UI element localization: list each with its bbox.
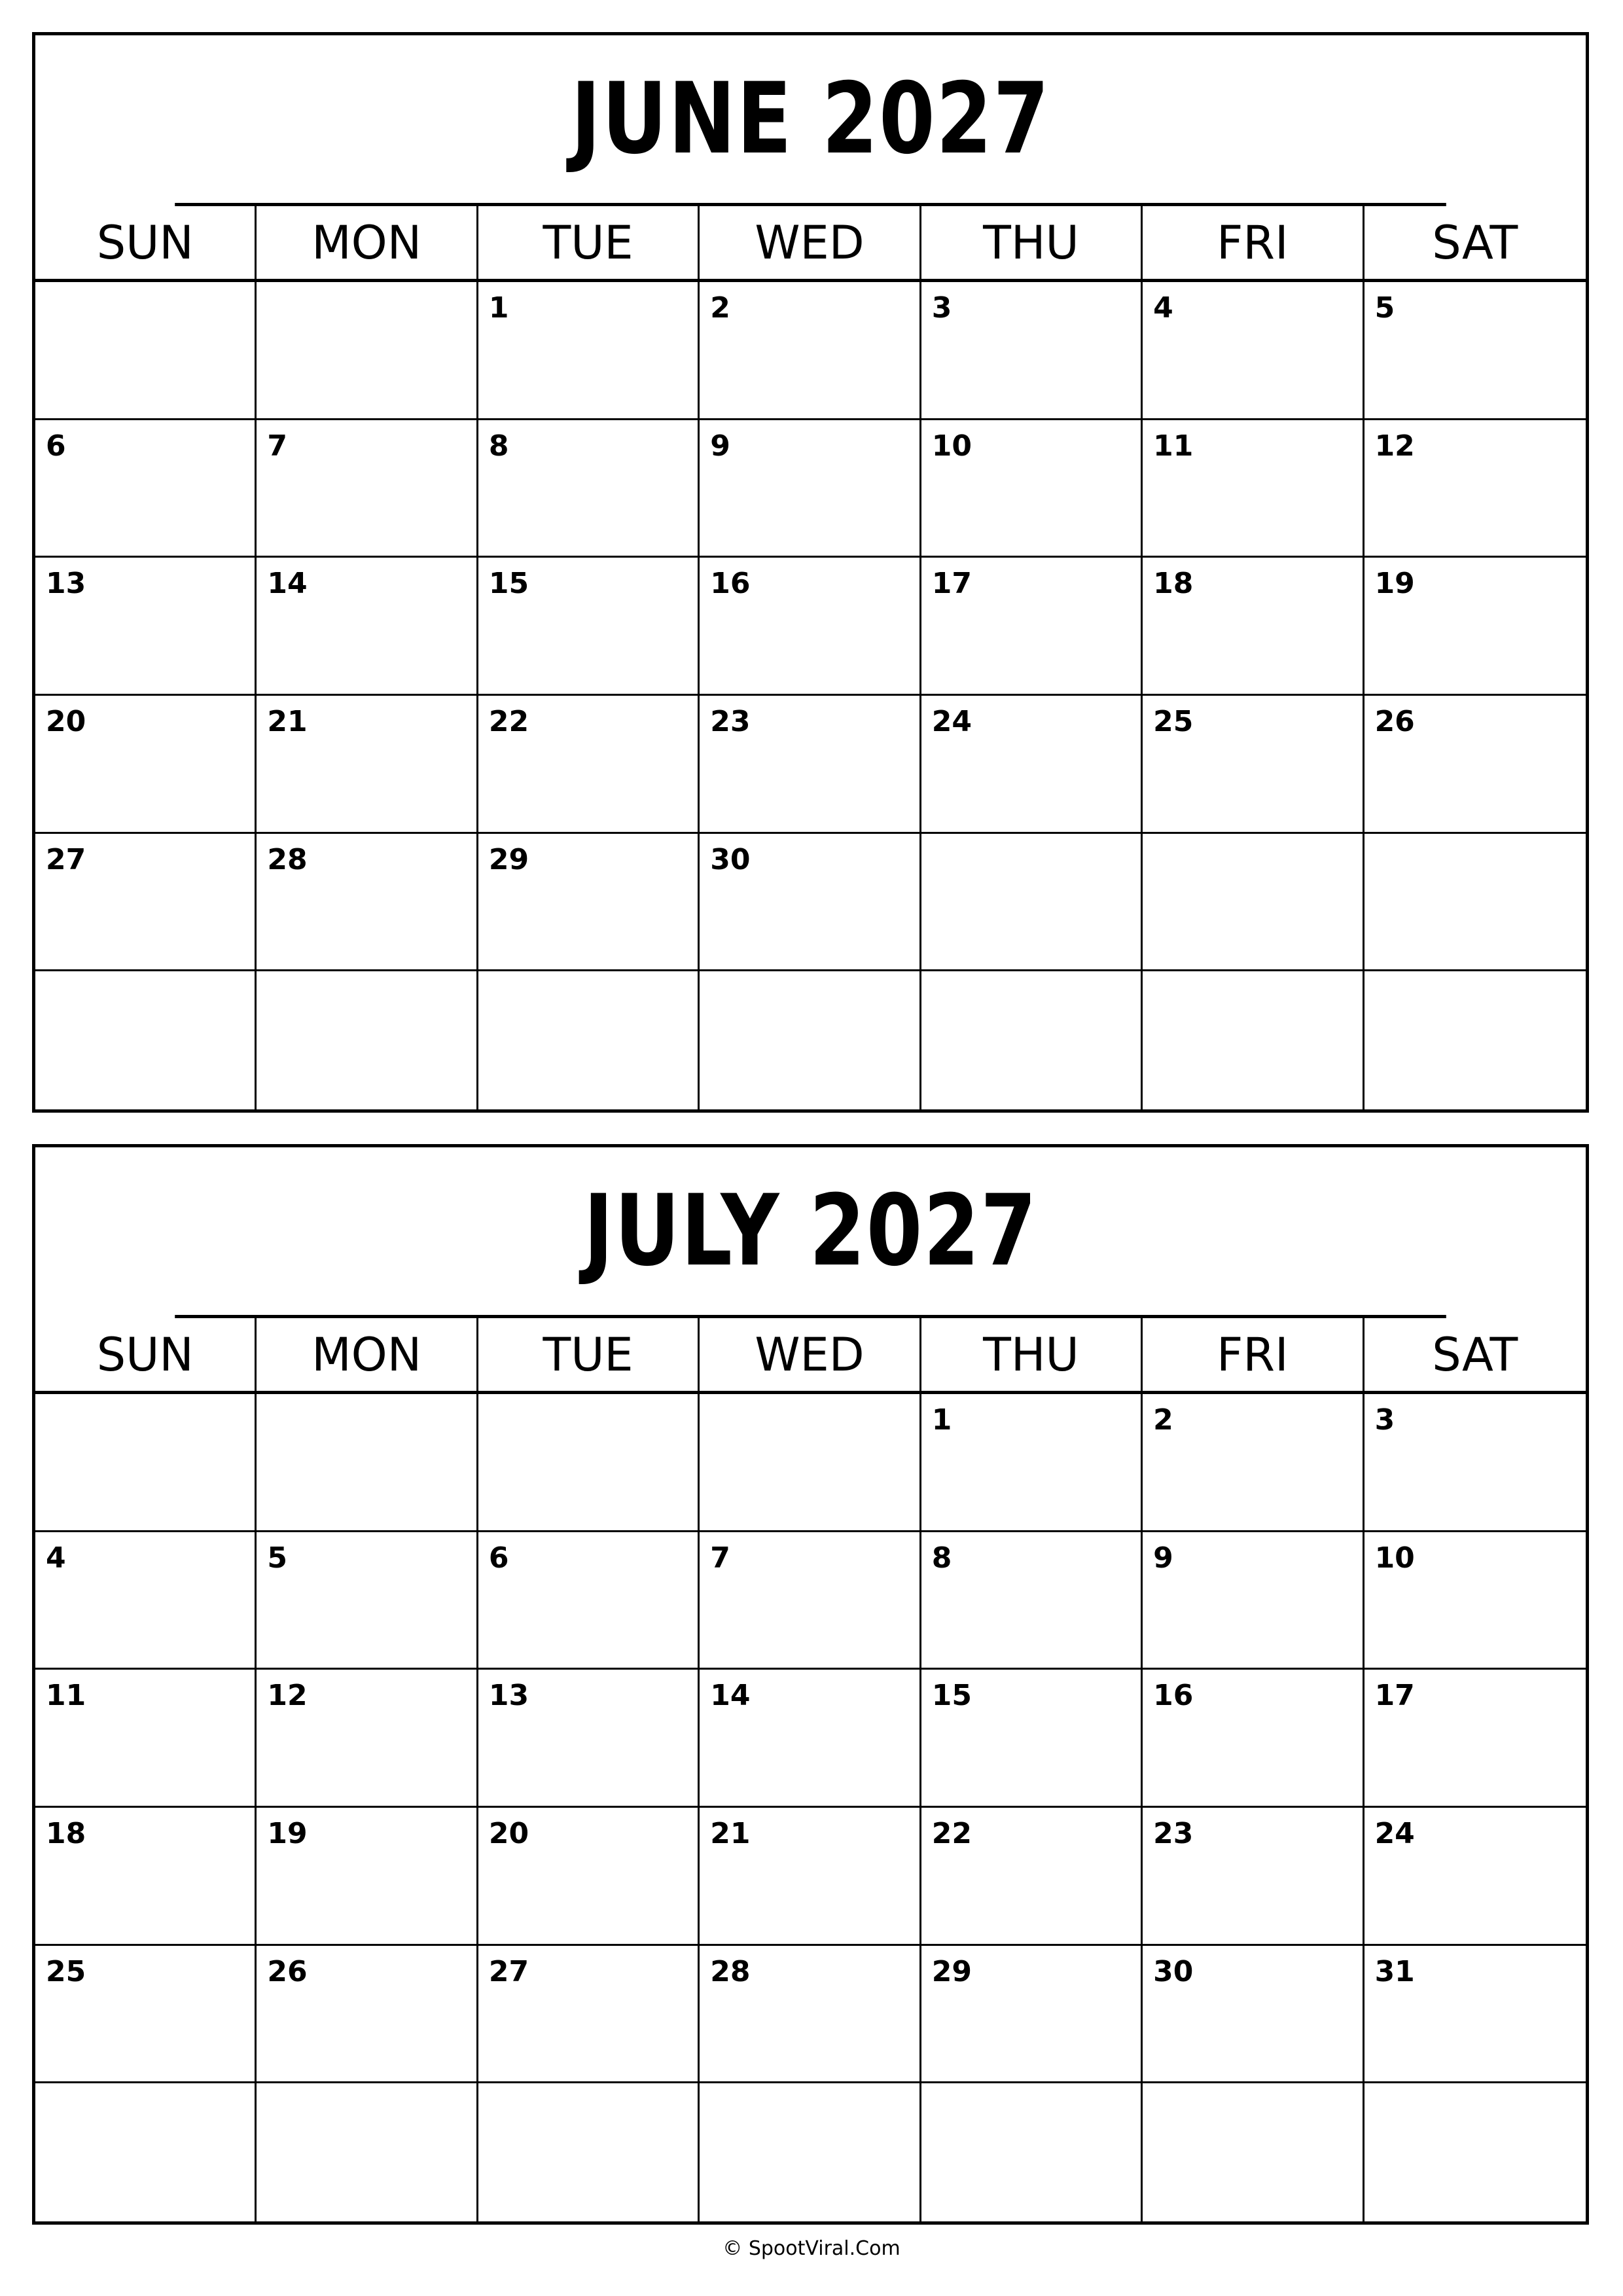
day-cell	[921, 420, 1143, 558]
day-cell	[1364, 2083, 1586, 2221]
day-number: 4	[1153, 291, 1173, 325]
day-cell	[1364, 282, 1586, 420]
day-number: 8	[488, 429, 509, 463]
day-cell	[1364, 1394, 1586, 1532]
day-cell	[921, 971, 1143, 1109]
day-number: 20	[46, 705, 86, 738]
calendar-june	[32, 32, 1589, 1113]
weekday-label: SUN	[35, 1318, 257, 1391]
day-number: 27	[488, 1954, 529, 1988]
day-number: 7	[267, 429, 288, 463]
day-number: 4	[46, 1541, 66, 1575]
day-cell	[700, 1808, 921, 1946]
calendar-july	[32, 1144, 1589, 2225]
day-cell	[478, 282, 700, 420]
day-cell	[257, 1670, 478, 1808]
day-number: 10	[1374, 1541, 1415, 1575]
copyright-footer: © SpootViral.Com	[722, 2237, 901, 2260]
day-number: 30	[1153, 1954, 1194, 1988]
day-number: 17	[1374, 1679, 1415, 1713]
day-cell	[921, 2083, 1143, 2221]
day-cell	[700, 558, 921, 696]
weekday-label: THU	[921, 1318, 1143, 1391]
day-number: 13	[46, 567, 86, 601]
day-cell	[1364, 420, 1586, 558]
day-cell	[478, 1670, 700, 1808]
day-number: 13	[488, 1679, 529, 1713]
day-number: 10	[931, 429, 972, 463]
day-cell	[921, 558, 1143, 696]
day-cell	[921, 1532, 1143, 1670]
day-cell	[257, 420, 478, 558]
day-cell	[478, 558, 700, 696]
day-cell	[478, 1946, 700, 2084]
day-cell	[35, 1808, 257, 1946]
weekday-label: SAT	[1432, 1327, 1518, 1382]
day-cell	[35, 1394, 257, 1532]
day-number: 15	[931, 1679, 972, 1713]
month-title: JUNE 2027	[175, 35, 1446, 206]
day-number: 3	[931, 291, 952, 325]
weekday-label: SUN	[35, 206, 257, 279]
day-number: 21	[710, 1817, 751, 1850]
month-title: JULY 2027	[175, 1147, 1446, 1318]
day-number: 2	[1153, 1403, 1173, 1437]
day-cell	[1143, 696, 1364, 834]
day-cell	[700, 1946, 921, 2084]
day-cell	[257, 1808, 478, 1946]
day-number: 25	[46, 1954, 86, 1988]
day-cell	[257, 971, 478, 1109]
day-number: 12	[267, 1679, 308, 1713]
day-cell	[257, 1532, 478, 1670]
day-cell	[478, 420, 700, 558]
day-number: 8	[931, 1541, 952, 1575]
day-cell	[1143, 282, 1364, 420]
day-number: 12	[1374, 429, 1415, 463]
day-cell	[257, 834, 478, 972]
day-cell	[1143, 834, 1364, 972]
day-cell	[1364, 558, 1586, 696]
day-cell	[700, 420, 921, 558]
day-number: 1	[488, 291, 509, 325]
day-number: 20	[488, 1817, 529, 1850]
day-cell	[35, 1946, 257, 2084]
weekday-label: THU	[921, 206, 1143, 279]
day-cell	[700, 834, 921, 972]
day-cell	[1143, 1670, 1364, 1808]
day-number: 21	[267, 705, 308, 738]
day-number: 7	[710, 1541, 730, 1575]
day-cell	[921, 282, 1143, 420]
day-number: 14	[710, 1679, 751, 1713]
day-number: 17	[931, 567, 972, 601]
day-cell	[700, 1394, 921, 1532]
day-cell	[478, 1394, 700, 1532]
day-number: 24	[1374, 1817, 1415, 1850]
day-cell	[478, 971, 700, 1109]
day-cell	[921, 834, 1143, 972]
day-cell	[478, 1532, 700, 1670]
weekday-header	[35, 206, 1586, 282]
day-number: 28	[710, 1954, 751, 1988]
day-cell	[35, 696, 257, 834]
day-number: 18	[46, 1817, 86, 1850]
day-cell	[35, 834, 257, 972]
weekday-label: MON	[257, 1318, 478, 1391]
day-number: 28	[267, 842, 308, 876]
day-cell	[1364, 971, 1586, 1109]
day-cell	[257, 1946, 478, 2084]
day-cell	[700, 282, 921, 420]
day-cell	[921, 1394, 1143, 1532]
day-number: 1	[931, 1403, 952, 1437]
day-cell	[1364, 1808, 1586, 1946]
day-number: 25	[1153, 705, 1194, 738]
weekday-label: SAT	[1432, 215, 1518, 270]
day-cell	[700, 696, 921, 834]
day-cell	[921, 1670, 1143, 1808]
day-cell	[257, 1394, 478, 1532]
weekday-label: TUE	[478, 206, 700, 279]
weekday-label: WED	[700, 1318, 921, 1391]
weekday-label: MON	[257, 206, 478, 279]
day-cell	[257, 696, 478, 834]
day-cell	[921, 1946, 1143, 2084]
day-cell	[257, 558, 478, 696]
day-cell	[700, 1532, 921, 1670]
day-number: 29	[931, 1954, 972, 1988]
day-number: 24	[931, 705, 972, 738]
day-number: 23	[710, 705, 751, 738]
day-cell	[921, 1808, 1143, 1946]
day-cell	[1143, 558, 1364, 696]
day-cell	[921, 696, 1143, 834]
weekday-label: TUE	[478, 1318, 700, 1391]
day-cell	[1364, 1532, 1586, 1670]
day-number: 27	[46, 842, 86, 876]
day-number: 11	[46, 1679, 86, 1713]
day-cell	[700, 1670, 921, 1808]
day-number: 14	[267, 567, 308, 601]
day-number: 15	[488, 567, 529, 601]
weekday-label: FRI	[1143, 206, 1364, 279]
day-number: 11	[1153, 429, 1194, 463]
day-number: 5	[1374, 291, 1395, 325]
day-number: 19	[267, 1817, 308, 1850]
day-cell	[478, 1808, 700, 1946]
day-number: 9	[710, 429, 730, 463]
day-number: 3	[1374, 1403, 1395, 1437]
day-cell	[1364, 1670, 1586, 1808]
day-cell	[35, 558, 257, 696]
weekday-label: WED	[700, 206, 921, 279]
day-cell	[478, 834, 700, 972]
day-cell	[35, 282, 257, 420]
day-number: 5	[267, 1541, 288, 1575]
day-cell	[700, 971, 921, 1109]
day-number: 19	[1374, 567, 1415, 601]
day-cell	[35, 2083, 257, 2221]
day-cell	[1364, 696, 1586, 834]
day-cell	[257, 2083, 478, 2221]
day-number: 29	[488, 842, 529, 876]
day-number: 9	[1153, 1541, 1173, 1575]
day-cell	[257, 282, 478, 420]
weekday-header	[35, 1318, 1586, 1394]
day-cell	[1364, 834, 1586, 972]
day-number: 30	[710, 842, 751, 876]
day-number: 26	[1374, 705, 1415, 738]
day-cell	[35, 1670, 257, 1808]
day-cell	[1143, 420, 1364, 558]
day-number: 16	[1153, 1679, 1194, 1713]
day-cell	[478, 696, 700, 834]
day-cell	[1143, 1394, 1364, 1532]
day-number: 31	[1374, 1954, 1415, 1988]
day-cell	[478, 2083, 700, 2221]
day-cell	[1364, 1946, 1586, 2084]
day-cell	[1143, 1808, 1364, 1946]
weekday-label: FRI	[1143, 1318, 1364, 1391]
day-number: 26	[267, 1954, 308, 1988]
day-number: 23	[1153, 1817, 1194, 1850]
day-number: 6	[488, 1541, 509, 1575]
day-cell	[1143, 971, 1364, 1109]
day-number: 2	[710, 291, 730, 325]
day-number: 22	[931, 1817, 972, 1850]
day-number: 18	[1153, 567, 1194, 601]
day-number: 16	[710, 567, 751, 601]
day-cell	[35, 420, 257, 558]
day-cell	[35, 1532, 257, 1670]
day-cell	[700, 2083, 921, 2221]
day-grid	[35, 282, 1586, 1109]
day-grid	[35, 1394, 1586, 2221]
day-cell	[1143, 1532, 1364, 1670]
day-cell	[35, 971, 257, 1109]
day-cell	[1143, 1946, 1364, 2084]
day-cell	[1143, 2083, 1364, 2221]
day-number: 22	[488, 705, 529, 738]
day-number: 6	[46, 429, 66, 463]
